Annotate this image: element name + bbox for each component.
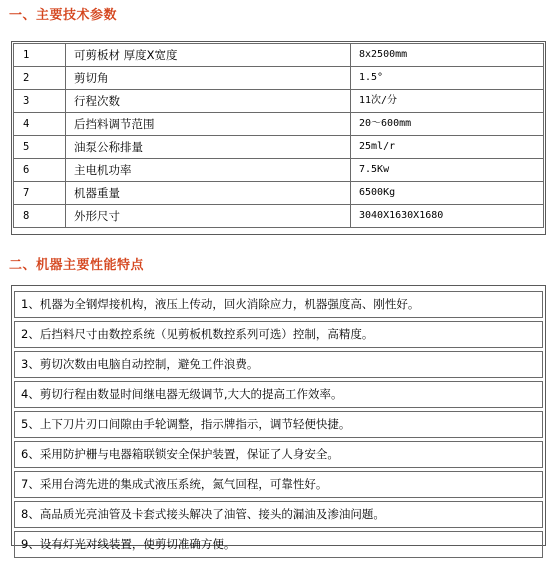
table-row (13, 90, 544, 113)
table-row (14, 321, 543, 348)
table-row (14, 411, 543, 438)
spec-name: 后挡料调节范围 (66, 113, 351, 136)
spec-name: 剪切角 (66, 67, 351, 90)
table-row (14, 291, 543, 318)
spec-name: 行程次数 (66, 90, 351, 113)
table-row (13, 67, 544, 90)
specs-table-frame (11, 41, 546, 235)
table-row (14, 501, 543, 528)
spec-number: 3 (13, 90, 66, 113)
spec-name: 机器重量 (66, 182, 351, 205)
spec-number: 7 (13, 182, 66, 205)
table-row (14, 381, 543, 408)
table-row (13, 43, 544, 67)
feature-item: 5、上下刀片刃口间隙由手轮调整，指示牌指示，调节轻便快捷。 (14, 411, 543, 438)
feature-item: 1、机器为全钢焊接机构，液压上传动，回火消除应力，机器强度高、刚性好。 (14, 291, 543, 318)
table-row (13, 182, 544, 205)
spec-value: 11次/分 (351, 90, 544, 113)
section-title-specs: 一、主要技术参数 (9, 8, 118, 23)
feature-item: 6、采用防护栅与电器箱联锁安全保护装置，保证了人身安全。 (14, 441, 543, 468)
spec-number: 4 (13, 113, 66, 136)
spec-number: 8 (13, 205, 66, 228)
spec-value: 8x2500mm (351, 43, 544, 67)
spec-value: 1.5° (351, 67, 544, 90)
feature-item: 8、高品质光亮油管及卡套式接头解决了油管、接头的漏油及渗油问题。 (14, 501, 543, 528)
feature-item: 9、设有灯光对线装置，使剪切准确方便。 (14, 531, 543, 558)
spec-value: 3040X1630X1680 (351, 205, 544, 228)
feature-item: 3、剪切次数由电脑自动控制，避免工件浪费。 (14, 351, 543, 378)
table-row (13, 113, 544, 136)
table-row (14, 531, 543, 558)
spec-name: 可剪板材 厚度X宽度 (66, 43, 351, 67)
spec-name: 油泵公称排量 (66, 136, 351, 159)
specs-table (13, 43, 544, 228)
feature-item: 2、后挡料尺寸由数控系统（见剪板机数控系列可选）控制，高精度。 (14, 321, 543, 348)
spec-name: 主电机功率 (66, 159, 351, 182)
section-title-features: 二、机器主要性能特点 (9, 258, 145, 273)
features-table-frame (11, 285, 546, 551)
spec-value: 7.5Kw (351, 159, 544, 182)
spec-number: 1 (13, 43, 66, 67)
spec-number: 5 (13, 136, 66, 159)
table-row (14, 351, 543, 378)
table-row (14, 471, 543, 498)
spec-value: 25ml/r (351, 136, 544, 159)
spec-number: 2 (13, 67, 66, 90)
table-row (13, 136, 544, 159)
spec-value: 6500Kg (351, 182, 544, 205)
feature-item: 4、剪切行程由数显时间继电器无级调节,大大的提高工作效率。 (14, 381, 543, 408)
spec-value: 20～600mm (351, 113, 544, 136)
features-table (14, 288, 543, 561)
feature-item: 7、采用台湾先进的集成式液压系统，氮气回程，可靠性好。 (14, 471, 543, 498)
table-row (13, 159, 544, 182)
table-row (14, 441, 543, 468)
table-row (13, 205, 544, 228)
spec-name: 外形尺寸 (66, 205, 351, 228)
spec-number: 6 (13, 159, 66, 182)
